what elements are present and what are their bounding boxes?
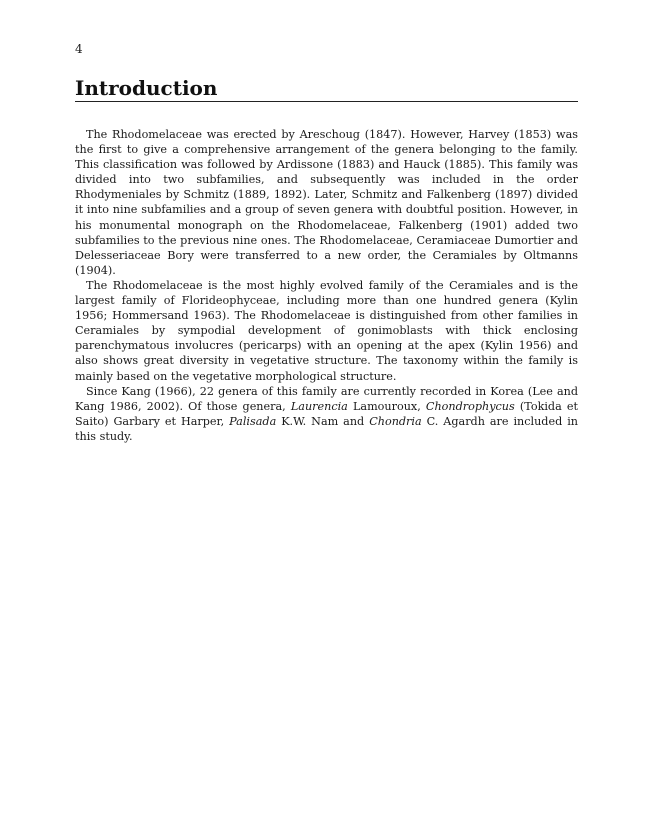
paragraph-3 [75,384,578,444]
paragraph-3-text-end: C. Agardh are included in this study. [75,414,578,443]
paragraph-2 [75,278,578,384]
title-rule [75,101,578,102]
paragraph-1 [75,127,578,278]
genus-chondrophycus: Chondrophycus [425,399,515,413]
paragraph-3-text-chondrophycus-author: (Tokida et Saito) Garbary et Harper, [75,399,578,428]
genus-chondria: Chondria [369,414,422,428]
body-text [75,127,578,444]
chapter-title: Introduction [75,76,218,100]
paragraph-3-text-palisada-author: K.W. Nam and [276,414,370,428]
paragraph-2-text: The Rhodomelaceae is the most highly evolved family of the Ceramiales and is the largest family of Florideophyceae, including more than one hundred genera (Kylin 1956; Hommersand 1963). The Rhodomelaceae is distinguished from other families in Ceramiales by sympodial development of gonimoblasts with thick enclosing parenchymatous involucres (pericarps) with an opening at the apex (Kylin 1956) and also shows great diversity in vegetative structure. The taxonomy within the family is mainly based on the vegetative morphological structure. [75,278,578,383]
paragraph-3-text-laurencia-author: Lamouroux, [347,399,426,413]
paragraph-3-text-start: Since Kang (1966), 22 genera of this family are currently recorded in Korea (Lee and Kang 1986, 2002). Of those genera, [75,384,578,413]
genus-palisada: Palisada [229,414,277,428]
genus-laurencia: Laurencia [290,399,348,413]
page-number: 4 [75,42,83,56]
paragraph-1-text: The Rhodomelaceae was erected by Areschoug (1847). However, Harvey (1853) was the first to give a comprehensive arrangement of the genera belonging to the family. This classification was followed by Ardissone (1883) and Hauck (1885). This family was divided into two subfamilies, and subsequently was included in the order Rhodymeniales by Schmitz (1889, 1892). Later, Schmitz and Falkenberg (1897) divided it into nine subfamilies and a group of seven genera with doubtful position. However, in his monumental monograph on the Rhodomelaceae, Falkenberg (1901) added two subfamilies to the previous nine ones. The Rhodomelaceae, Ceramiaceae Dumortier and Delesseriaceae Bory were transferred to a new order, the Ceramiales by Oltmanns (1904). [75,128,578,277]
